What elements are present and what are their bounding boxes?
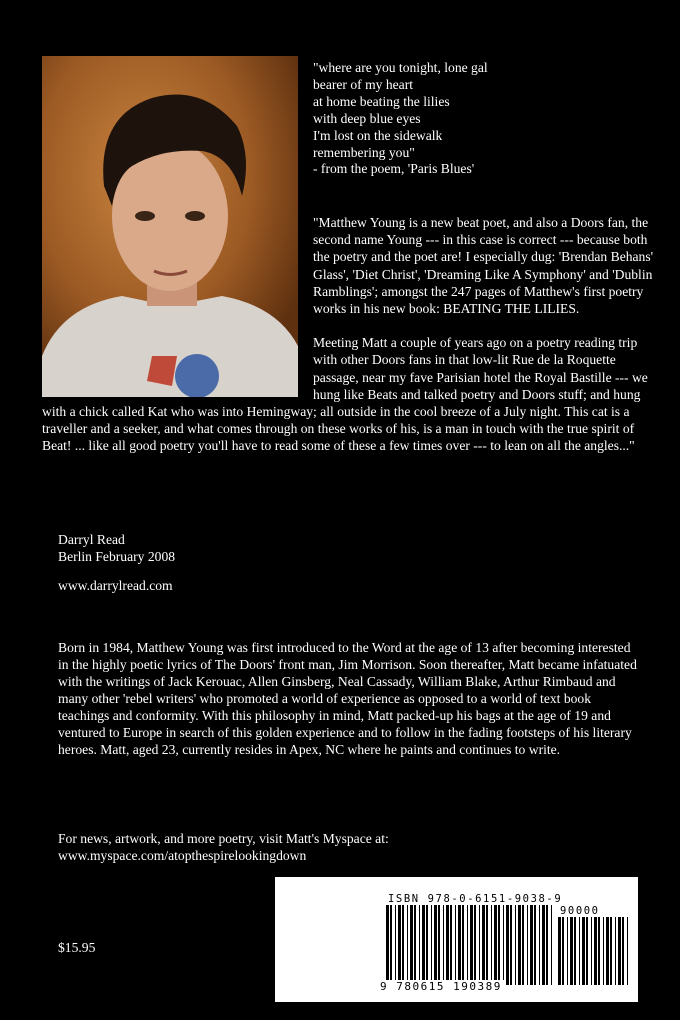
barcode-bar — [474, 905, 476, 985]
barcode-bar — [443, 905, 444, 985]
barcode-bar — [410, 905, 413, 985]
barcode-bar — [503, 905, 504, 985]
barcode-bar — [562, 917, 564, 985]
isbn-number: ISBN 978-0-6151-9038-9 — [388, 893, 563, 905]
poem-line: with deep blue eyes — [313, 110, 421, 126]
author-bio: Born in 1984, Matthew Young was first introduced to the Word at the age of 13 after becoming interested in the highly poetic lyrics of The Doors' front man, Jim Morrison. Soon thereafter, Matt became infatuated with the writings of Jack Kerouac, Allen Ginsberg, Neal Cassady, William Blake, Arthur Rimbaud and many other 'rebel writers' who promoted a world of experience as opposed to a world of text book teachings and conformity. With this philosophy in mind, Matt packed-up his bags at the age of 19 and ventured to Europe in search of this golden experience and to follow in the fading footsteps of his literary heroes. Matt, aged 23, currently resides in Apex, NC where he paints and continues to write. — [58, 640, 637, 757]
barcode-bar — [579, 917, 580, 985]
barcode-bar — [470, 905, 473, 985]
barcode-bar — [486, 905, 488, 985]
barcode-bar — [530, 905, 533, 985]
barcode-bar — [419, 905, 420, 985]
price-label: $15.95 — [58, 940, 96, 955]
barcode-bar — [627, 917, 628, 985]
barcode-bar — [591, 917, 592, 985]
poem-line: bearer of my heart — [313, 76, 414, 92]
barcode-bar — [518, 905, 521, 985]
barcode-bar — [467, 905, 468, 985]
barcode-bar — [618, 917, 621, 985]
barcode-bar — [510, 905, 512, 985]
barcode-panel — [275, 877, 638, 1002]
barcode-bar — [455, 905, 456, 985]
barcode-bar — [398, 905, 401, 985]
barcode-bar — [542, 905, 545, 985]
reviewer-website: www.darrylread.com — [58, 578, 173, 593]
barcode-bar — [546, 905, 548, 985]
barcode-bar — [534, 905, 536, 985]
barcode-bar — [603, 917, 604, 985]
review-signature — [58, 531, 175, 565]
barcode-bar — [515, 905, 516, 985]
barcode-bar — [407, 905, 408, 985]
barcode-bar — [570, 917, 573, 985]
barcode-bar — [594, 917, 597, 985]
review-paragraph-1: "Matthew Young is a new beat poet, and also a Doors fan, the second name Young --- in this case is correct --- because both the poetry and the poet are! I especially dug: 'Brendan Behans' Glass', 'Diet Christ', 'Dreaming Like A Symphony' and 'Dublin Ramblings'; amongst the 247 pages of Matthew's first poetry works in his new book: BEATING THE LILIES. — [313, 215, 654, 317]
barcode-bar — [567, 917, 568, 985]
barcode-bar — [462, 905, 464, 985]
addon-number: 90000 — [560, 905, 600, 917]
barcode-bar — [402, 905, 404, 985]
barcode-bar — [390, 905, 392, 985]
barcode-bar — [438, 905, 440, 985]
barcode-bar — [586, 917, 588, 985]
barcode-bar — [551, 905, 552, 985]
barcode-bar — [422, 905, 425, 985]
poem-attribution: - from the poem, 'Paris Blues' — [313, 161, 475, 177]
poem-line: remembering you" — [313, 144, 415, 160]
barcode-bar — [431, 905, 432, 985]
barcode-bar — [414, 905, 416, 985]
barcode-bar — [610, 917, 612, 985]
barcode-bar — [434, 905, 437, 985]
barcode-bar — [482, 905, 485, 985]
barcode-bar — [450, 905, 452, 985]
ean-barcode — [386, 905, 554, 985]
review-paragraph-2: Meeting Matt a couple of years ago on a poetry reading trip with other Doors fans in that low-lit Rue de la Roquette passage, near my fave Parisian hotel the Royal Bastille --- we hung like Beats and talked poetry and Doors stuff; and hung with a chick called Kat who was into Hemingway; all outside in the cool breeze of a July night. This cat is a traveller and a seeker, and what comes through on these works of his, is a man in touch with the true spirit of Beat! ... like all good poetry you'll have to read some of these a few times over --- to lean on all the angles..." — [42, 335, 648, 454]
poem-excerpt — [313, 60, 613, 178]
barcode-bar — [582, 917, 585, 985]
ean-number: 9 780615 190389 — [380, 980, 502, 993]
barcode-bar — [522, 905, 524, 985]
barcode-bar — [491, 905, 492, 985]
barcode-bar — [598, 917, 600, 985]
poem-line: "where are you tonight, lone gal — [313, 60, 488, 75]
news-section — [58, 830, 389, 864]
barcode-bar — [574, 917, 576, 985]
barcode-bar — [498, 905, 500, 985]
barcode-bar — [506, 905, 509, 985]
myspace-link: www.myspace.com/atopthespirelookingdown — [58, 848, 307, 863]
poem-line: at home beating the lilies — [313, 93, 450, 109]
barcode-bar — [479, 905, 480, 985]
barcode-bar — [494, 905, 497, 985]
barcode-bar — [606, 917, 609, 985]
barcode-bar — [426, 905, 428, 985]
news-text: For news, artwork, and more poetry, visit Matt's Myspace at: — [58, 831, 389, 846]
barcode-bar — [622, 917, 624, 985]
reviewer-place-date: Berlin February 2008 — [58, 549, 176, 564]
barcode-bar — [458, 905, 461, 985]
reviewer-name: Darryl Read — [58, 532, 125, 547]
barcode-bar — [395, 905, 396, 985]
review-text — [42, 214, 654, 472]
barcode-bar — [539, 905, 540, 985]
addon-barcode — [558, 917, 630, 985]
barcode-bar — [527, 905, 528, 985]
barcode-bar — [386, 905, 389, 985]
barcode-bar — [558, 917, 561, 985]
poem-line: I'm lost on the sidewalk — [313, 127, 443, 143]
barcode-bar — [446, 905, 449, 985]
barcode-bar — [615, 917, 616, 985]
